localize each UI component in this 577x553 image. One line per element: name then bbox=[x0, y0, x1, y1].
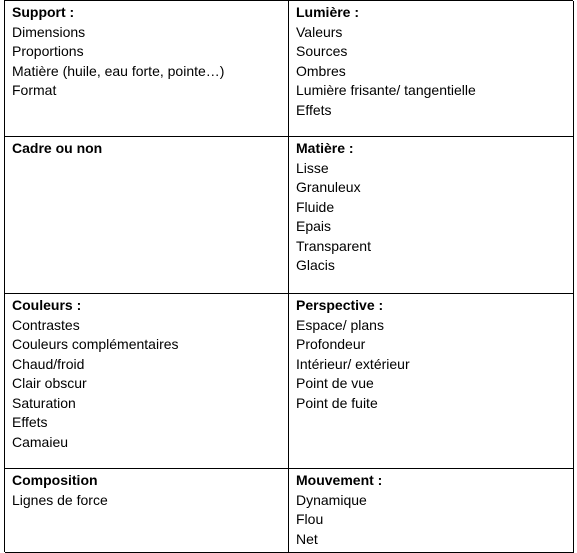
list-item: Fluide bbox=[296, 198, 335, 215]
list-item: Chaud/froid bbox=[12, 355, 85, 372]
cell-title: Couleurs : bbox=[12, 297, 82, 313]
list-item: Point de vue bbox=[296, 375, 374, 391]
list-item: Espace/ plans bbox=[296, 316, 384, 333]
cell-title: Mouvement : bbox=[296, 472, 383, 488]
list-item: Saturation bbox=[12, 394, 76, 411]
list-item: Effets bbox=[12, 414, 48, 430]
list-item: Clair obscur bbox=[12, 375, 87, 391]
list-item: Granuleux bbox=[296, 179, 361, 195]
list-item: Camaieu bbox=[12, 433, 69, 450]
list-item: Dimensions bbox=[12, 23, 86, 40]
list-item: Lisse bbox=[296, 159, 329, 176]
list-item: Contrastes bbox=[12, 316, 80, 333]
cell-title: Perspective : bbox=[296, 297, 384, 313]
cell-perspective bbox=[289, 294, 574, 469]
cell-title: Cadre ou non bbox=[12, 140, 103, 156]
cell-title: Lumière : bbox=[296, 4, 360, 20]
analysis-table bbox=[4, 0, 573, 552]
list-item: Epais bbox=[296, 218, 332, 234]
list-item: Proportions bbox=[12, 43, 84, 59]
cell-cadre bbox=[5, 137, 289, 294]
list-item: Couleurs complémentaires bbox=[12, 336, 179, 352]
list-item: Flou bbox=[296, 511, 324, 527]
cell-support bbox=[5, 1, 289, 137]
list-item: Format bbox=[12, 82, 57, 98]
cell-composition bbox=[5, 469, 289, 553]
list-item: Intérieur/ extérieur bbox=[296, 355, 410, 372]
cell-title: Matière : bbox=[296, 140, 354, 156]
cell-lumiere bbox=[289, 1, 574, 137]
cell-couleurs bbox=[5, 294, 289, 469]
list-item: Net bbox=[296, 530, 318, 547]
list-item: Effets bbox=[296, 101, 332, 118]
list-item: Profondeur bbox=[296, 336, 366, 352]
list-item: Point de fuite bbox=[296, 394, 378, 411]
list-item: Glacis bbox=[296, 257, 335, 273]
list-item: Transparent bbox=[296, 237, 371, 254]
cell-title: Composition bbox=[12, 472, 98, 488]
list-item: Matière (huile, eau forte, pointe…) bbox=[12, 62, 225, 79]
list-item: Sources bbox=[296, 43, 348, 59]
cell-matiere bbox=[289, 137, 574, 294]
cell-title: Support : bbox=[12, 4, 75, 20]
list-item: Valeurs bbox=[296, 23, 343, 40]
list-item: Ombres bbox=[296, 62, 346, 79]
cell-mouvement bbox=[289, 469, 574, 553]
list-item: Lignes de force bbox=[12, 491, 108, 508]
list-item: Dynamique bbox=[296, 491, 367, 508]
list-item: Lumière frisante/ tangentielle bbox=[296, 82, 476, 98]
